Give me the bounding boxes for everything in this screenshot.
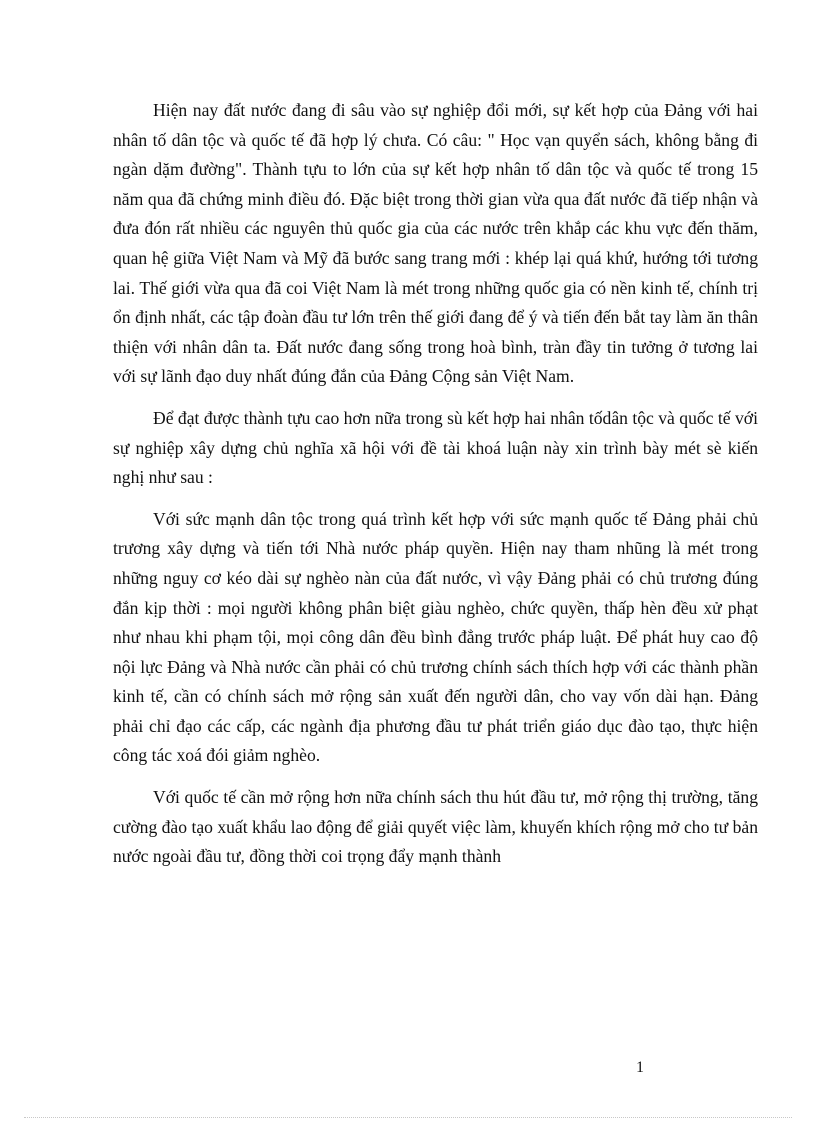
paragraph-3: Với sức mạnh dân tộc trong quá trình kết hợp với sức mạnh quốc tế Đảng phải chủ trương xây dựng và tiến tới Nhà nước pháp quyền. Hiện nay tham nhũng là mét trong những nguy cơ kéo dài sự nghèo nàn của đất nước, vì vậy Đảng phải có chủ trương đúng đắn kịp thời : mọi người không phân biệt giàu nghèo, chức quyền, thấp hèn đều xử phạt như nhau khi phạm tội, mọi công dân đều bình đẳng trước pháp luật. Để phát huy cao độ nội lực Đảng và Nhà nước cần phải có chủ trương chính sách thích hợp với các thành phần kinh tế, cần có chính sách mở rộng sản xuất đến người dân, cho vay vốn dài hạn. Đảng phải chỉ đạo các cấp, các ngành địa phương đầu tư phát triển giáo dục đào tạo, thực hiện công tác xoá đói giảm nghèo. xyxy=(113,508,758,766)
page-number: 1 xyxy=(636,1059,644,1076)
paragraph-1: Hiện nay đất nước đang đi sâu vào sự nghiệp đổi mới, sự kết hợp của Đảng với hai nhân tố dân tộc và quốc tế đã hợp lý chưa. Có câu: " Học vạn quyển sách, không bằng đi ngàn dặm đường". Thành tựu to lớn của sự kết hợp nhân tố dân tộc và quốc tế trong 15 năm qua đã chứng minh điều đó. Đặc biệt trong thời gian vừa qua đất nước đã tiếp nhận và đưa đón rất nhiều các nguyên thủ quốc gia của các nước trên khắp các khu vực đến thăm, quan hệ giữa Việt Nam và Mỹ đã bước sang trang mới : khép lại quá khứ, hướng tới tương lai. Thế giới vừa qua đã coi Việt Nam là mét trong những quốc gia có nền kinh tế, chính trị ổn định nhất, các tập đoàn đầu tư lớn trên thế giới đang để ý và tiến đến bắt tay làm ăn thân thiện với nhân dân ta. Đất nước đang sống trong hoà bình, tràn đầy tin tưởng ở tương lai với sự lãnh đạo duy nhất đúng đắn của Đảng Cộng sản Việt Nam. xyxy=(113,100,758,387)
body-text xyxy=(113,96,758,884)
paragraph-2: Để đạt được thành tựu cao hơn nữa trong sù kết hợp hai nhân tốdân tộc và quốc tế với sự nghiệp xây dựng chủ nghĩa xã hội với đề tài khoá luận này xin trình bày mét sè kiến nghị như sau : xyxy=(113,407,758,488)
paragraph-4: Với quốc tế cần mở rộng hơn nữa chính sách thu hút đầu tư, mở rộng thị trường, tăng cường đào tạo xuất khẩu lao động để giải quyết việc làm, khuyến khích rộng mở cho tư bản nước ngoài đầu tư, đồng thời coi trọng đẩy mạnh thành xyxy=(113,787,758,867)
page-edge-divider xyxy=(24,1117,792,1118)
